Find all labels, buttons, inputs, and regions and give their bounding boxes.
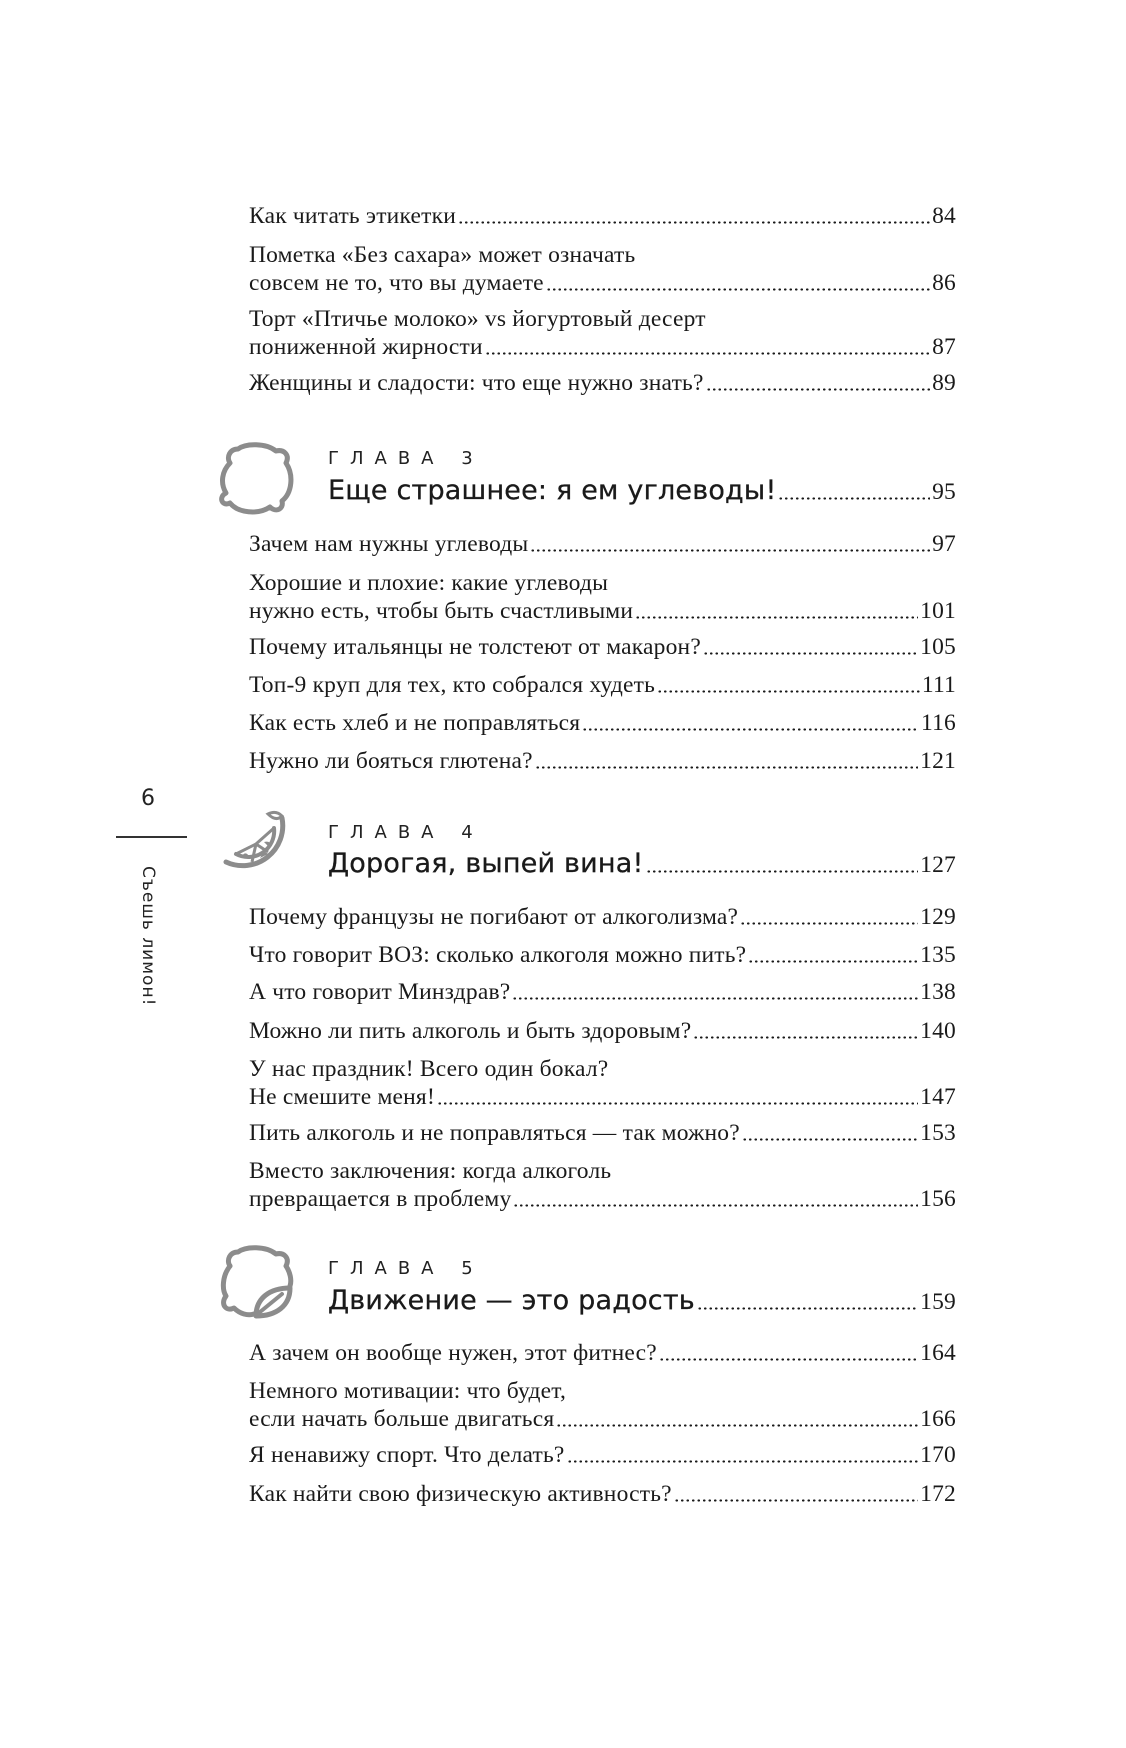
toc-entry-title: Топ-9 круп для тех, кто собрался худеть: [249, 672, 656, 698]
chapter-label: ГЛАВА 3: [328, 448, 484, 469]
toc-entry-title-cont: превращается в проблему: [249, 1186, 512, 1212]
dot-leader: [693, 1034, 918, 1040]
toc-entry-title: Зачем нам нужны углеводы: [249, 531, 529, 557]
toc-entry-title-cont: пониженной жирности: [249, 334, 483, 360]
running-title: Съешь лимон!: [138, 866, 158, 1007]
toc-entry[interactable]: [249, 569, 956, 625]
toc-entry[interactable]: [249, 1377, 956, 1433]
toc-entry-title: Как читать этикетки: [249, 203, 456, 229]
toc-entry-title: Я ненавижу спорт. Что делать?: [249, 1442, 565, 1468]
dot-leader: [742, 1136, 918, 1142]
dot-leader: [530, 547, 930, 553]
dot-leader: [567, 1458, 919, 1464]
toc-entry-title: Нужно ли бояться глютена?: [249, 748, 533, 774]
toc-entry-title: А что говорит Минздрав?: [249, 979, 511, 1005]
toc-entry-title: Торт «Птичье молоко» vs йогуртовый десерт: [249, 306, 706, 332]
chapter-page: 95: [932, 479, 956, 505]
toc-entry-title: Почему итальянцы не толстеют от макарон?: [249, 634, 701, 660]
toc-entry[interactable]: [249, 1480, 956, 1508]
dot-leader: [485, 350, 930, 356]
toc-entry[interactable]: [249, 241, 956, 297]
toc-entry-title: Пить алкоголь и не поправляться — так можно?: [249, 1120, 740, 1146]
toc-entry-page: 116: [921, 710, 956, 736]
dot-leader: [703, 650, 918, 656]
chapter-title: Движение — это радость: [328, 1285, 695, 1316]
lemon-slice-icon: [216, 806, 296, 886]
dot-leader: [582, 726, 919, 732]
toc-entry-page: 97: [932, 531, 956, 557]
toc-entry-page: 153: [920, 1120, 956, 1146]
dot-leader: [513, 1202, 918, 1208]
toc-entry-title: Пометка «Без сахара» может означать: [249, 242, 636, 268]
toc-entry[interactable]: [249, 530, 956, 558]
toc-entry-page: 121: [920, 748, 956, 774]
toc-entry-page: 147: [920, 1084, 956, 1110]
toc-entry-page: 164: [920, 1340, 956, 1366]
toc-entry-page: 84: [932, 203, 956, 229]
lemon-icon: [216, 437, 296, 517]
chapter-title: Еще страшнее: я ем углеводы!: [328, 475, 777, 506]
toc-entry-page: 138: [920, 979, 956, 1005]
dot-leader: [646, 868, 919, 874]
dot-leader: [740, 920, 918, 926]
toc-entry-title: Как найти свою физическую активность?: [249, 1481, 672, 1507]
toc-entry[interactable]: [249, 903, 956, 931]
toc-entry-page: 156: [920, 1186, 956, 1212]
margin-divider: [116, 836, 187, 838]
toc-entry-page: 86: [932, 270, 956, 296]
toc-entry[interactable]: [249, 1441, 956, 1469]
page-number: 6: [141, 786, 155, 811]
dot-leader: [512, 995, 918, 1001]
toc-entry[interactable]: [249, 1017, 956, 1045]
toc-entry-title: Женщины и сладости: что еще нужно знать?: [249, 370, 704, 396]
toc-entry[interactable]: [249, 671, 956, 699]
toc-entry[interactable]: [249, 369, 956, 397]
toc-entry-page: 140: [920, 1018, 956, 1044]
toc-entry-page: 89: [932, 370, 956, 396]
dot-leader: [458, 219, 930, 225]
toc-entry-title: Можно ли пить алкоголь и быть здоровым?: [249, 1018, 692, 1044]
chapter-heading[interactable]: [328, 848, 956, 879]
dot-leader: [778, 495, 930, 501]
toc-entry-title: У нас праздник! Всего один бокал?: [249, 1056, 609, 1082]
chapter-heading[interactable]: [328, 1285, 956, 1316]
toc-entry-page: 101: [920, 598, 956, 624]
toc-entry-page: 129: [920, 904, 956, 930]
toc-entry-title-cont: совсем не то, что вы думаете: [249, 270, 544, 296]
dot-leader: [657, 688, 920, 694]
toc-entry[interactable]: [249, 1339, 956, 1367]
toc-entry-page: 172: [920, 1481, 956, 1507]
toc-entry[interactable]: [249, 709, 956, 737]
chapter-page: 127: [920, 852, 956, 878]
chapter-label: ГЛАВА 4: [328, 822, 484, 843]
toc-entry[interactable]: [249, 305, 956, 361]
toc-entry-title-cont: нужно есть, чтобы быть счастливыми: [249, 598, 634, 624]
dot-leader: [556, 1422, 918, 1428]
toc-entry[interactable]: [249, 941, 956, 969]
toc-entry[interactable]: [249, 202, 956, 230]
toc-entry[interactable]: [249, 1119, 956, 1147]
chapter-heading[interactable]: [328, 475, 956, 506]
lemon-leaf-icon: [216, 1242, 296, 1322]
toc-entry-title: Хорошие и плохие: какие углеводы: [249, 570, 609, 596]
toc-entry-title: Вместо заключения: когда алкоголь: [249, 1158, 612, 1184]
toc-entry[interactable]: [249, 633, 956, 661]
toc-entry-page: 170: [920, 1442, 956, 1468]
dot-leader: [546, 286, 930, 292]
dot-leader: [535, 764, 918, 770]
toc-entry-title: А зачем он вообще нужен, этот фитнес?: [249, 1340, 657, 1366]
dot-leader: [437, 1100, 918, 1106]
toc-entry-title: Что говорит ВОЗ: сколько алкоголя можно пить?: [249, 942, 747, 968]
dot-leader: [706, 386, 931, 392]
toc-entry-page: 111: [921, 672, 956, 698]
dot-leader: [697, 1305, 918, 1311]
toc-entry-title-cont: Не смешите меня!: [249, 1084, 435, 1110]
toc-entry-title: Немного мотивации: что будет,: [249, 1378, 567, 1404]
toc-entry-page: 135: [920, 942, 956, 968]
toc-entry-page: 166: [920, 1406, 956, 1432]
dot-leader: [659, 1356, 918, 1362]
toc-entry-page: 87: [932, 334, 956, 360]
dot-leader: [635, 614, 918, 620]
toc-entry[interactable]: [249, 747, 956, 775]
toc-entry[interactable]: [249, 1055, 956, 1111]
toc-entry-title: Почему французы не погибают от алкоголизма?: [249, 904, 739, 930]
toc-entry-title-cont: если начать больше двигаться: [249, 1406, 555, 1432]
toc-entry-title: Как есть хлеб и не поправляться: [249, 710, 581, 736]
chapter-page: 159: [920, 1289, 956, 1315]
chapter-label: ГЛАВА 5: [328, 1258, 484, 1279]
dot-leader: [674, 1497, 918, 1503]
toc-entry[interactable]: [249, 1157, 956, 1213]
dot-leader: [748, 958, 918, 964]
toc-entry[interactable]: [249, 978, 956, 1006]
chapter-title: Дорогая, выпей вина!: [328, 848, 644, 879]
toc-entry-page: 105: [920, 634, 956, 660]
